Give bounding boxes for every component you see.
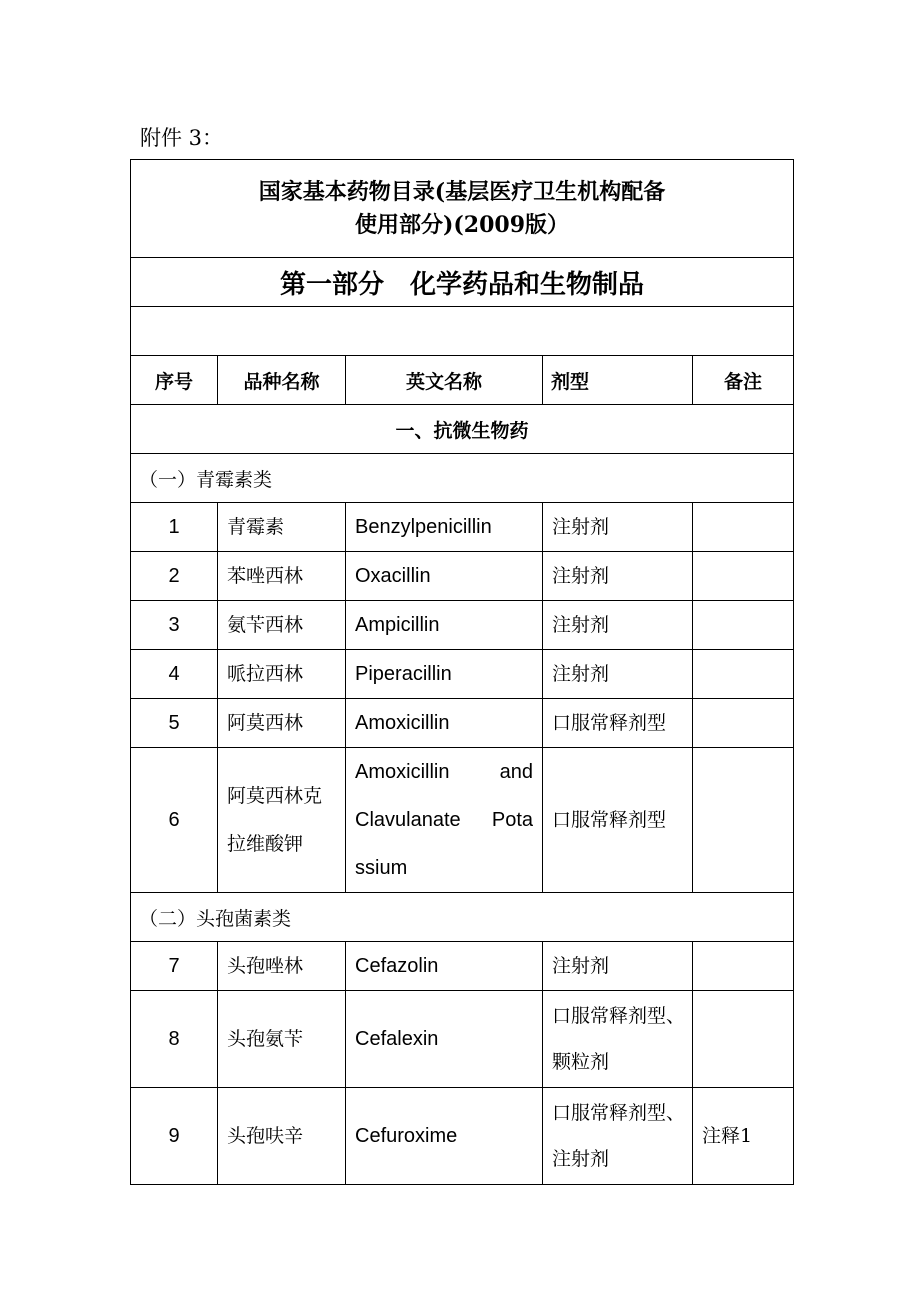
row-name-en: Oxacillin (346, 552, 543, 601)
row-note (693, 552, 794, 601)
drug-list-table (130, 159, 794, 1185)
row-form-line: 颗粒剂 (552, 1051, 610, 1073)
table-row (131, 650, 794, 699)
header-no: 序号 (131, 356, 218, 405)
row-name-cn-line: 阿莫西林克 (227, 785, 323, 807)
row-name-en: Cefazolin (346, 942, 543, 991)
row-no: 7 (131, 942, 218, 991)
row-form-line: 口服常释剂型、 (552, 1005, 686, 1027)
row-name-cn: 苯唑西林 (218, 552, 346, 601)
row-form: 注射剂 (543, 650, 693, 699)
row-form (543, 1088, 693, 1185)
table-row (131, 503, 794, 552)
row-name-en-line: Amoxicillin and (355, 761, 533, 783)
row-no: 9 (131, 1088, 218, 1185)
category-heading: 一、抗微生物药 (131, 405, 794, 454)
row-note (693, 601, 794, 650)
header-note: 备注 (693, 356, 794, 405)
table-row (131, 942, 794, 991)
table-row (131, 1088, 794, 1185)
table-row (131, 552, 794, 601)
row-no: 6 (131, 748, 218, 893)
row-form: 口服常释剂型 (543, 748, 693, 893)
row-note (693, 748, 794, 893)
part-title: 第一部分 化学药品和生物制品 (131, 258, 794, 307)
table-row (131, 601, 794, 650)
row-note (693, 991, 794, 1088)
row-name-en-line: ssium (355, 857, 408, 879)
row-note (693, 503, 794, 552)
row-name-en: Benzylpenicillin (346, 503, 543, 552)
row-form-line: 注射剂 (552, 1148, 610, 1170)
table-row (131, 991, 794, 1088)
row-note: 注释1 (693, 1088, 794, 1185)
row-no: 5 (131, 699, 218, 748)
header-name-cn: 品种名称 (218, 356, 346, 405)
subcategory-penicillins: （一）青霉素类 (131, 454, 794, 503)
row-name-en (346, 748, 543, 893)
row-form: 注射剂 (543, 503, 693, 552)
row-name-en: Cefalexin (346, 991, 543, 1088)
row-name-en-line: Clavulanate Pota (355, 809, 533, 831)
annex-label: 附件 3： (140, 126, 224, 150)
row-name-en: Ampicillin (346, 601, 543, 650)
row-note (693, 699, 794, 748)
row-name-cn-line: 拉维酸钾 (227, 833, 304, 855)
row-name-cn (218, 748, 346, 893)
row-name-cn: 头孢氨苄 (218, 991, 346, 1088)
row-no: 8 (131, 991, 218, 1088)
row-note (693, 650, 794, 699)
table-row (131, 748, 794, 893)
row-name-en: Amoxicillin (346, 699, 543, 748)
row-no: 2 (131, 552, 218, 601)
row-form (543, 991, 693, 1088)
row-name-en: Cefuroxime (346, 1088, 543, 1185)
row-note (693, 942, 794, 991)
table-row (131, 699, 794, 748)
row-no: 3 (131, 601, 218, 650)
row-name-cn: 头孢呋辛 (218, 1088, 346, 1185)
subcategory-cephalosporins: （二）头孢菌素类 (131, 893, 794, 942)
header-form: 剂型 (543, 356, 693, 405)
row-form: 注射剂 (543, 942, 693, 991)
header-row (131, 356, 794, 405)
row-name-cn: 青霉素 (218, 503, 346, 552)
row-no: 1 (131, 503, 218, 552)
row-form: 注射剂 (543, 552, 693, 601)
row-name-cn: 阿莫西林 (218, 699, 346, 748)
row-no: 4 (131, 650, 218, 699)
row-name-en: Piperacillin (346, 650, 543, 699)
row-name-cn: 哌拉西林 (218, 650, 346, 699)
row-name-cn: 头孢唑林 (218, 942, 346, 991)
row-form: 口服常释剂型 (543, 699, 693, 748)
document-title-line1: 国家基本药物目录(基层医疗卫生机构配备 (258, 178, 666, 205)
blank-row (131, 307, 794, 356)
document-title (131, 160, 794, 258)
header-name-en: 英文名称 (346, 356, 543, 405)
document-title-line2: 使用部分)(2009版） (354, 211, 570, 238)
row-name-cn: 氨苄西林 (218, 601, 346, 650)
row-form: 注射剂 (543, 601, 693, 650)
row-form-line: 口服常释剂型、 (552, 1102, 686, 1124)
